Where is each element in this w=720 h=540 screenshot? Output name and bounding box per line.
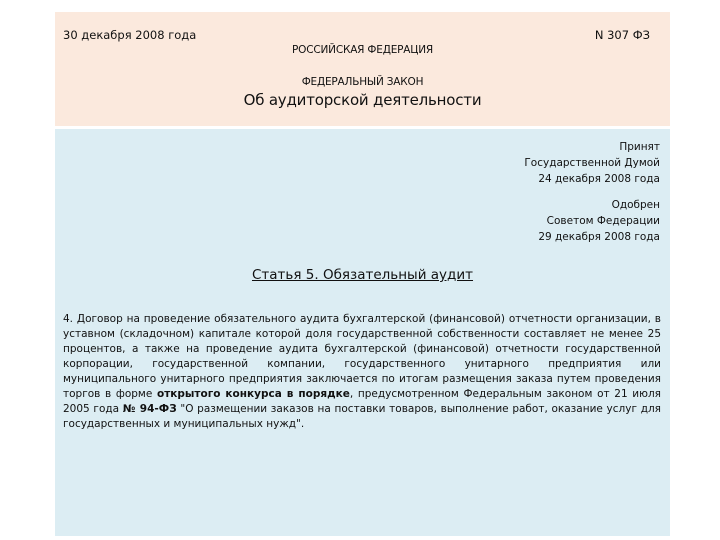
- article-text-part-3: "О размещении заказов на поставки товаров, выполнение работ, оказание услуг для государственных и муниципальных нужд".: [63, 403, 661, 430]
- approved-line-3: 29 декабря 2008 года: [538, 231, 660, 243]
- law-date: 30 декабря 2008 года: [63, 28, 197, 42]
- article-text-part-2: , предусмотренном Федеральным законом от 21 июля 2005 года: [63, 388, 661, 415]
- law-title: Об аудиторской деятельности: [243, 91, 482, 109]
- law-type-heading: ФЕДЕРАЛЬНЫЙ ЗАКОН: [301, 76, 424, 88]
- adopted-line-2: Государственной Думой: [524, 157, 660, 169]
- article-text-bold-1: открытого конкурса в порядке: [156, 388, 350, 400]
- approved-block: [538, 197, 660, 245]
- header-panel: [55, 12, 670, 126]
- federation-heading: РОССИЙСКАЯ ФЕДЕРАЦИЯ: [292, 44, 433, 56]
- body-panel: [55, 129, 670, 536]
- approved-line-1: Одобрен: [611, 199, 660, 211]
- article-text-part-1: 4. Договор на проведение обязательного аудита бухгалтерской (финансовой) отчетности организации, в уставном (складочном) капитале которой доля государственной собственности составляет не менее 25 процентов, а также на проведение аудита бухгалтерской (финансовой) отчетности государственной корпорации, государственной компании, государственного унитарного предприятия или муниципального унитарного предприятия заключается по итогам размещения заказа путем проведения торгов в форме: [63, 313, 661, 400]
- adopted-block: [524, 139, 660, 187]
- article-title: Статья 5. Обязательный аудит: [251, 267, 474, 283]
- adopted-line-3: 24 декабря 2008 года: [538, 173, 660, 185]
- article-text: [63, 312, 661, 432]
- article-text-bold-2: № 94-ФЗ: [122, 403, 177, 415]
- law-number: N 307 ФЗ: [594, 28, 650, 42]
- approved-line-2: Советом Федерации: [546, 215, 660, 227]
- adopted-line-1: Принят: [619, 141, 660, 153]
